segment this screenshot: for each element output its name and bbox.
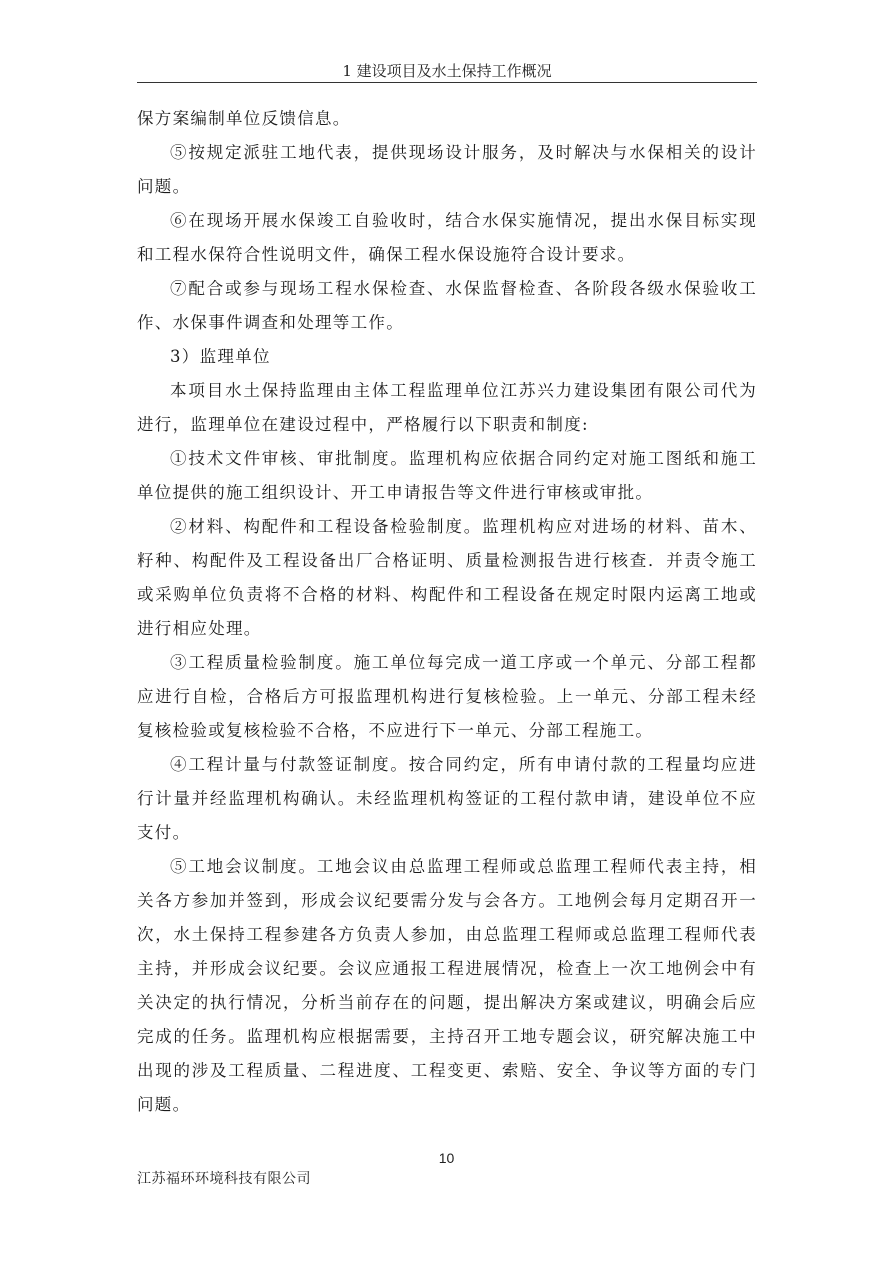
section-heading: 3）监理单位 <box>170 347 271 366</box>
page-header-title: 1 建设项目及水土保持工作概况 <box>342 62 552 80</box>
header-divider <box>137 82 757 83</box>
footer-company: 江苏福环环境科技有限公司 <box>137 1171 311 1187</box>
paragraph: ⑦配合或参与现场工程水保检查、水保监督检查、各阶段各级水保验收工作、水保事件调查和处理等工作。 <box>137 279 757 332</box>
paragraph: ③工程质量检验制度。施工单位每完成一道工序或一个单元、分部工程都应进行自检，合格后方可报监理机构进行复核检验。上一单元、分部工程未经复核检验或复核检验不合格，不应进行下一单元、分部工程施工。 <box>137 653 757 740</box>
paragraph: ⑤工地会议制度。工地会议由总监理工程师或总监理工程师代表主持，相关各方参加并签到，形成会议纪要需分发与会各方。工地例会每月定期召开一次，水土保持工程参建各方负责人参加，由总监理工程师或总监理工程师代表主持，并形成会议纪要。会议应通报工程进展情况，检查上一次工地例会中有关决定的执行情况，分析当前存在的问题，提出解决方案或建议，明确会后应完成的任务。监理机构应根据需要，主持召开工地专题会议，研究解决施工中出现的涉及工程质量、二程进度、工程变更、索赔、安全、争议等方面的专门问题。 <box>137 857 757 1114</box>
paragraph: ④工程计量与付款签证制度。按合同约定，所有申请付款的工程量均应进行计量并经监理机构确认。未经监理机构签证的工程付款申请，建设单位不应支付。 <box>137 755 757 842</box>
paragraph: ⑥在现场开展水保竣工自验收时，结合水保实施情况，提出水保目标实现和工程水保符合性说明文件，确保工程水保设施符合设计要求。 <box>137 211 757 264</box>
page-number: 10 <box>438 1150 455 1166</box>
paragraph: ⑤按规定派驻工地代表，提供现场设计服务，及时解决与水保相关的设计问题。 <box>137 143 757 196</box>
paragraph: ①技术文件审核、审批制度。监理机构应依据合同约定对施工图纸和施工单位提供的施工组织设计、开工申请报告等文件进行审核或审批。 <box>137 449 757 502</box>
paragraph: 保方案编制单位反馈信息。 <box>137 109 351 128</box>
document-body <box>137 102 757 1122</box>
paragraph: ②材料、构配件和工程设备检验制度。监理机构应对进场的材料、苗木、籽种、构配件及工程设备出厂合格证明、质量检测报告进行核查．并责令施工或采购单位负责将不合格的材料、构配件和工程设备在规定时限内运离工地或进行相应处理。 <box>137 517 757 638</box>
paragraph: 本项目水土保持监理由主体工程监理单位江苏兴力建设集团有限公司代为进行，监理单位在建设过程中，严格履行以下职责和制度: <box>137 381 757 434</box>
